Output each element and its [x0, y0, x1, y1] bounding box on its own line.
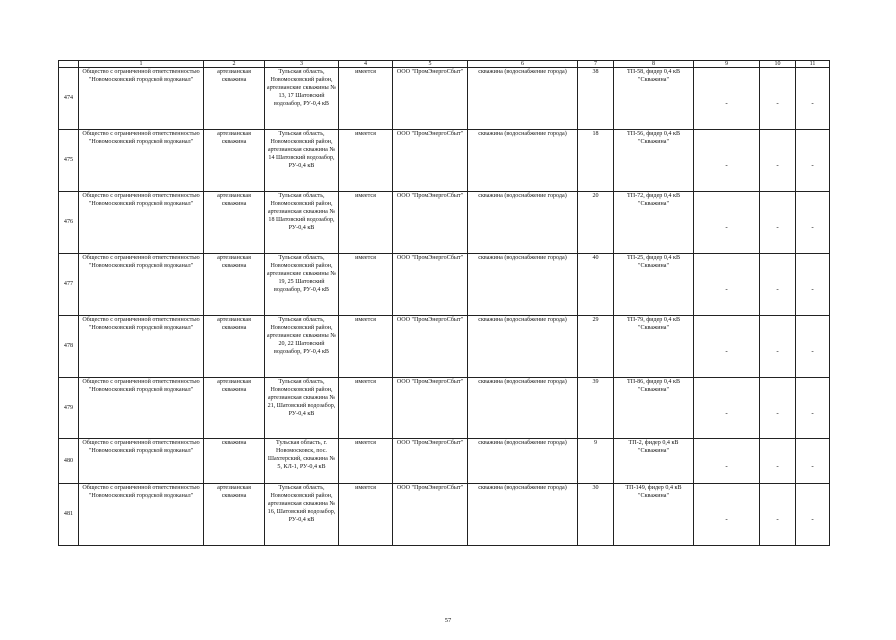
col10-cell: -	[760, 192, 796, 254]
col11-cell: -	[796, 192, 830, 254]
owner-cell: Общество с ограниченной ответственностью "Новомосковский городской водоканал"	[79, 439, 204, 484]
purpose-cell: скважина (водоснабжение города)	[468, 484, 578, 546]
owner-cell: Общество с ограниченной ответственностью "Новомосковский городской водоканал"	[79, 130, 204, 192]
header-cell-blank	[59, 61, 79, 68]
col11-cell: -	[796, 439, 830, 484]
row-number: 477	[59, 254, 79, 316]
power-cell: 18	[578, 130, 614, 192]
location-cell: Тульская область, Новомосковский район, артезианская скважина № 21, Шатовский водозабор, РУ-0,4 кВ	[265, 378, 339, 439]
power-cell: 9	[578, 439, 614, 484]
table-row	[59, 378, 830, 439]
organization-cell: ООО "ПромЭнергоСбыт"	[393, 378, 468, 439]
col10-cell: -	[760, 254, 796, 316]
column-header: 1	[79, 61, 204, 68]
status-cell: имеется	[339, 130, 393, 192]
purpose-cell: скважина (водоснабжение города)	[468, 439, 578, 484]
object-type-cell: артезианская скважина	[204, 254, 265, 316]
owner-cell: Общество с ограниченной ответственностью "Новомосковский городской водоканал"	[79, 254, 204, 316]
owner-cell: Общество с ограниченной ответственностью "Новомосковский городской водоканал"	[79, 378, 204, 439]
column-number-row	[59, 61, 830, 68]
col10-cell: -	[760, 439, 796, 484]
object-type-cell: артезианская скважина	[204, 68, 265, 130]
page-number: 57	[444, 617, 452, 624]
organization-cell: ООО "ПромЭнергоСбыт"	[393, 130, 468, 192]
row-number: 478	[59, 316, 79, 378]
col9-cell: -	[694, 254, 760, 316]
status-cell: имеется	[339, 378, 393, 439]
object-type-cell: артезианская скважина	[204, 316, 265, 378]
column-header: 10	[760, 61, 796, 68]
column-header: 5	[393, 61, 468, 68]
table-row	[59, 484, 830, 546]
owner-cell: Общество с ограниченной ответственностью "Новомосковский городской водоканал"	[79, 68, 204, 130]
organization-cell: ООО "ПромЭнергоСбыт"	[393, 68, 468, 130]
purpose-cell: скважина (водоснабжение города)	[468, 378, 578, 439]
status-cell: имеется	[339, 192, 393, 254]
column-header: 8	[614, 61, 694, 68]
location-cell: Тульская область, Новомосковский район, артезианская скважина № 18 Шатовский водозабор, РУ-0,4 кВ	[265, 192, 339, 254]
object-type-cell: артезианская скважина	[204, 378, 265, 439]
column-header: 9	[694, 61, 760, 68]
organization-cell: ООО "ПромЭнергоСбыт"	[393, 316, 468, 378]
purpose-cell: скважина (водоснабжение города)	[468, 316, 578, 378]
col10-cell: -	[760, 130, 796, 192]
power-cell: 38	[578, 68, 614, 130]
table-row	[59, 192, 830, 254]
organization-cell: ООО "ПромЭнергоСбыт"	[393, 254, 468, 316]
owner-cell: Общество с ограниченной ответственностью "Новомосковский городской водоканал"	[79, 484, 204, 546]
col11-cell: -	[796, 130, 830, 192]
organization-cell: ООО "ПромЭнергоСбыт"	[393, 484, 468, 546]
location-cell: Тульская область, Новомосковский район, артезианские скважины № 19, 25 Шатовский водозабор, РУ-0,4 кВ	[265, 254, 339, 316]
feeder-cell: ТП-149, фидер 0,4 кВ "Скважина"	[614, 484, 694, 546]
status-cell: имеется	[339, 439, 393, 484]
col9-cell: -	[694, 130, 760, 192]
owner-cell: Общество с ограниченной ответственностью "Новомосковский городской водоканал"	[79, 192, 204, 254]
location-cell: Тульская область, г. Новомосковск, пос. Шахтерский, скважина № 5, КЛ-1, РУ-0,4 кВ	[265, 439, 339, 484]
row-number: 474	[59, 68, 79, 130]
row-number: 481	[59, 484, 79, 546]
col9-cell: -	[694, 484, 760, 546]
col10-cell: -	[760, 484, 796, 546]
col11-cell: -	[796, 378, 830, 439]
col10-cell: -	[760, 68, 796, 130]
object-type-cell: артезианская скважина	[204, 484, 265, 546]
power-cell: 20	[578, 192, 614, 254]
status-cell: имеется	[339, 484, 393, 546]
object-type-cell: артезианская скважина	[204, 192, 265, 254]
col11-cell: -	[796, 68, 830, 130]
power-cell: 30	[578, 484, 614, 546]
row-number: 480	[59, 439, 79, 484]
row-number: 476	[59, 192, 79, 254]
column-header: 4	[339, 61, 393, 68]
column-header: 11	[796, 61, 830, 68]
purpose-cell: скважина (водоснабжение города)	[468, 68, 578, 130]
location-cell: Тульская область, Новомосковский район, артезианская скважина № 14 Шатовский водозабор, РУ-0,4 кВ	[265, 130, 339, 192]
feeder-cell: ТП-72, фидер 0,4 кВ "Скважина"	[614, 192, 694, 254]
col9-cell: -	[694, 378, 760, 439]
column-header: 2	[204, 61, 265, 68]
power-cell: 29	[578, 316, 614, 378]
table-body	[59, 68, 830, 546]
status-cell: имеется	[339, 68, 393, 130]
row-number: 475	[59, 130, 79, 192]
power-cell: 39	[578, 378, 614, 439]
purpose-cell: скважина (водоснабжение города)	[468, 254, 578, 316]
table-row	[59, 316, 830, 378]
col11-cell: -	[796, 254, 830, 316]
registry-table	[58, 60, 830, 546]
row-number: 479	[59, 378, 79, 439]
power-cell: 40	[578, 254, 614, 316]
location-cell: Тульская область, Новомосковский район, артезианская скважина № 16, Шатовский водозабор, РУ-0,4 кВ	[265, 484, 339, 546]
feeder-cell: ТП-2, фидер 0,4 кВ "Скважина"	[614, 439, 694, 484]
organization-cell: ООО "ПромЭнергоСбыт"	[393, 439, 468, 484]
status-cell: имеется	[339, 254, 393, 316]
organization-cell: ООО "ПромЭнергоСбыт"	[393, 192, 468, 254]
table-row	[59, 439, 830, 484]
col11-cell: -	[796, 484, 830, 546]
purpose-cell: скважина (водоснабжение города)	[468, 130, 578, 192]
col9-cell: -	[694, 68, 760, 130]
col10-cell: -	[760, 378, 796, 439]
feeder-cell: ТП-79, фидер 0,4 кВ "Скважина"	[614, 316, 694, 378]
feeder-cell: ТП-56, фидер 0,4 кВ "Скважина"	[614, 130, 694, 192]
owner-cell: Общество с ограниченной ответственностью "Новомосковский городской водоканал"	[79, 316, 204, 378]
col10-cell: -	[760, 316, 796, 378]
table-row	[59, 254, 830, 316]
column-header: 3	[265, 61, 339, 68]
status-cell: имеется	[339, 316, 393, 378]
table-row	[59, 130, 830, 192]
column-header: 7	[578, 61, 614, 68]
table-row	[59, 68, 830, 130]
col11-cell: -	[796, 316, 830, 378]
location-cell: Тульская область, Новомосковский район, артезианские скважины № 20, 22 Шатовский водозабор, РУ-0,4 кВ	[265, 316, 339, 378]
col9-cell: -	[694, 316, 760, 378]
feeder-cell: ТП-58, фидер 0,4 кВ "Скважина"	[614, 68, 694, 130]
object-type-cell: артезианская скважина	[204, 130, 265, 192]
feeder-cell: ТП-25, фидер 0,4 кВ "Скважина"	[614, 254, 694, 316]
feeder-cell: ТП-86, фидер 0,4 кВ "Скважина"	[614, 378, 694, 439]
col9-cell: -	[694, 192, 760, 254]
object-type-cell: скважина	[204, 439, 265, 484]
col9-cell: -	[694, 439, 760, 484]
column-header: 6	[468, 61, 578, 68]
location-cell: Тульская область, Новомосковский район, артезианские скважины № 13, 17 Шатовский водозабор, РУ-0,4 кВ	[265, 68, 339, 130]
purpose-cell: скважина (водоснабжение города)	[468, 192, 578, 254]
